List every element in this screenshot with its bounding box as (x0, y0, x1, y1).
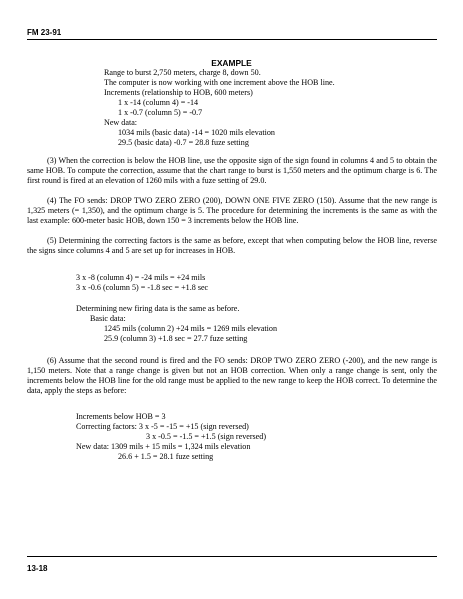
basic-data-label: Basic data: (90, 314, 126, 323)
paragraph-6: (6) Assume that the second round is fired and the FO sends: DROP TWO ZERO ZERO (-200), and the new range is 1,150 meters. Note that a range change is given but not an HOB correction. When only a range change is sent, only the increments below the HOB line for the old range must be applied to the new range to keep the HOB correct. To determine the data, apply the steps as before: (27, 356, 437, 395)
document-id: FM 23-91 (27, 28, 62, 37)
example-line: Increments (relationship to HOB, 600 meters) (104, 88, 253, 97)
paragraph-5: (5) Determining the correcting factors is the same as before, except that when computing below the HOB line, reverse the signs since columns 4 and 5 are set up for increases in HOB. (27, 236, 437, 255)
example-title: EXAMPLE (211, 58, 252, 68)
footer-rule (27, 556, 437, 557)
header-rule (27, 39, 437, 40)
example-line: 1 x -14 (column 4) = -14 (118, 98, 199, 107)
factors-line: Correcting factors: 3 x -5 = -15 = +15 (sign reversed) (76, 422, 249, 431)
firing-line: 1245 mils (column 2) +24 mils = 1269 mils elevation (104, 324, 278, 333)
new-data-line: 26.6 + 1.5 = 28.1 fuze setting (118, 452, 214, 461)
page-number: 13-18 (27, 564, 48, 573)
factors-line: 3 x -0.5 = -1.5 = +1.5 (sign reversed) (146, 432, 267, 441)
example-line: The computer is now working with one increment above the HOB line. (104, 78, 335, 87)
example-line: 1 x -0.7 (column 5) = -0.7 (118, 108, 203, 117)
example-line: 29.5 (basic data) -0.7 = 28.8 fuze setting (118, 138, 249, 147)
example-line: Range to burst 2,750 meters, charge 8, down 50. (104, 68, 261, 77)
calc-line: 3 x -8 (column 4) = -24 mils = +24 mils (76, 273, 206, 282)
paragraph-4: (4) The FO sends: DROP TWO ZERO ZERO (200), DOWN ONE FIVE ZERO (150). Assume that the new range is 1,325 meters (= 1,350), and the optimum charge is 5. The procedure for determining the increments is the same as with the last example: 600-meter basic HOB, down 150 = 3 increments below the HOB line. (27, 196, 437, 225)
example-line: 1034 mils (basic data) -14 = 1020 mils elevation (118, 128, 275, 137)
firing-line: 25.9 (column 3) +1.8 sec = 27.7 fuze setting (104, 334, 248, 343)
increments-line: Increments below HOB = 3 (76, 412, 166, 421)
firing-intro: Determining new firing data is the same as before. (76, 304, 240, 313)
calc-line: 3 x -0.6 (column 5) = -1.8 sec = +1.8 sec (76, 283, 209, 292)
paragraph-3: (3) When the correction is below the HOB line, use the opposite sign of the sign found in columns 4 and 5 to obtain the same HOB. To compute the correction, assume that the chart range to burst is 1,550 meters and the optimum charge is 6. The first round is fired at an elevation of 1260 mils with a fuze setting of 29.0. (27, 156, 437, 185)
new-data-line: New data: 1309 mils + 15 mils = 1,324 mils elevation (76, 442, 251, 451)
example-line: New data: (104, 118, 138, 127)
